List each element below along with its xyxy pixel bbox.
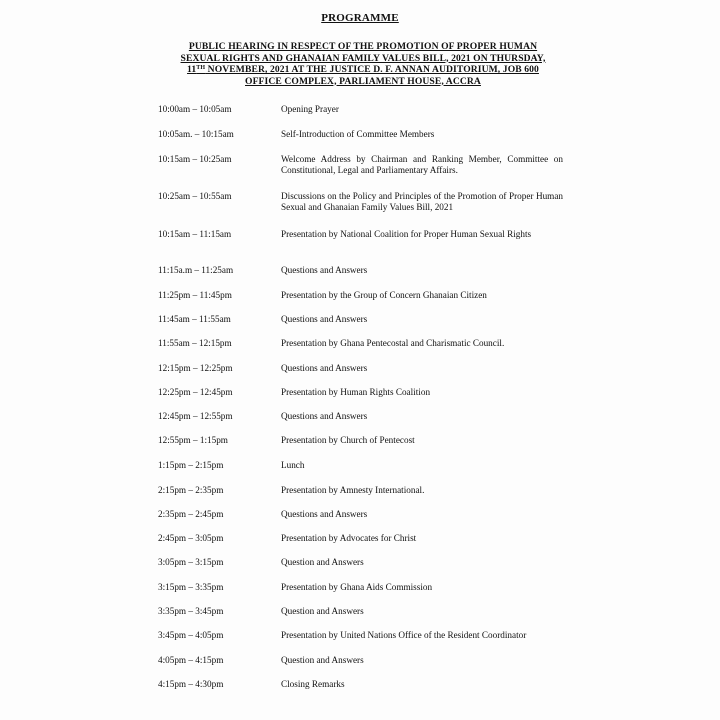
schedule-time: 3:15pm – 3:35pm (158, 582, 224, 592)
heading-line-1: PUBLIC HEARING IN RESPECT OF THE PROMOTION OF PROPER HUMAN (188, 41, 538, 52)
schedule-item: Presentation by Ghana Aids Commission (281, 582, 433, 592)
schedule-time: 11:45am – 11:55am (158, 314, 231, 324)
schedule-item: Closing Remarks (281, 679, 345, 689)
schedule-item: Presentation by Church of Pentecost (281, 435, 415, 445)
schedule-time: 12:15pm – 12:25pm (158, 363, 233, 373)
schedule-item: Questions and Answers (281, 363, 368, 373)
schedule-item: Question and Answers (281, 557, 364, 567)
schedule-item: Presentation by Advocates for Christ (281, 533, 417, 543)
schedule-time: 4:15pm – 4:30pm (158, 679, 224, 689)
schedule-item: Question and Answers (281, 655, 364, 665)
schedule-item: Lunch (281, 460, 305, 470)
schedule-time: 3:05pm – 3:15pm (158, 557, 224, 567)
schedule-item: Presentation by National Coalition for Proper Human Sexual Rights (281, 229, 532, 239)
schedule-item: Presentation by Amnesty International. (281, 485, 425, 495)
schedule-item: Questions and Answers (281, 509, 368, 519)
heading-line-3-rest: NOVEMBER, 2021 AT THE JUSTICE D. F. ANNAN AUDITORIUM, JOB 600 (205, 64, 539, 75)
schedule-time: 10:00am – 10:05am (158, 104, 232, 114)
page-title: PROGRAMME (321, 12, 399, 24)
schedule-time: 11:15a.m – 11:25am (158, 265, 234, 275)
event-heading (150, 41, 576, 87)
schedule-time: 2:45pm – 3:05pm (158, 533, 224, 543)
schedule-item: Welcome Address by Chairman and Ranking Member, Committee on Constitutional, Legal and Parliamentary Affairs. (281, 154, 563, 176)
heading-day-suffix: TH (196, 65, 206, 71)
schedule-item: Presentation by Ghana Pentecostal and Charismatic Council. (281, 338, 505, 348)
schedule-time: 4:05pm – 4:15pm (158, 655, 224, 665)
schedule-item: Opening Prayer (281, 104, 339, 114)
schedule-time: 12:45pm – 12:55pm (158, 411, 233, 421)
schedule-item: Presentation by United Nations Office of the Resident Coordinator (281, 630, 527, 640)
schedule-time: 10:05am. – 10:15am (158, 129, 234, 139)
schedule-item: Questions and Answers (281, 314, 368, 324)
schedule-item: Questions and Answers (281, 265, 368, 275)
schedule-time: 12:25pm – 12:45pm (158, 387, 233, 397)
schedule-item: Self-Introduction of Committee Members (281, 129, 435, 139)
schedule-time: 2:35pm – 2:45pm (158, 509, 224, 519)
heading-line-3 (150, 64, 576, 76)
schedule-time: 11:55am – 12:15pm (158, 338, 232, 348)
schedule-time: 1:15pm – 2:15pm (158, 460, 224, 470)
schedule-time: 2:15pm – 2:35pm (158, 485, 224, 495)
schedule-time: 10:15am – 10:25am (158, 154, 232, 164)
schedule-item: Discussions on the Policy and Principles of the Promotion of Proper Human Sexual and Ghanaian Family Values Bill, 2021 (281, 191, 563, 213)
schedule-time: 12:55pm – 1:15pm (158, 435, 228, 445)
heading-line-4: OFFICE COMPLEX, PARLIAMENT HOUSE, ACCRA (245, 75, 481, 87)
schedule-time: 3:35pm – 3:45pm (158, 606, 224, 616)
heading-line-2: SEXUAL RIGHTS AND GHANAIAN FAMILY VALUES BILL, 2021 ON THURSDAY, (180, 52, 546, 64)
schedule-item: Questions and Answers (281, 411, 368, 421)
schedule-item: Presentation by the Group of Concern Ghanaian Citizen (281, 290, 487, 300)
schedule-time: 10:25am – 10:55am (158, 191, 232, 201)
schedule-item: Presentation by Human Rights Coalition (281, 387, 431, 397)
schedule-time: 10:15am – 11:15am (158, 229, 232, 239)
schedule-item: Question and Answers (281, 606, 364, 616)
schedule-time: 3:45pm – 4:05pm (158, 630, 224, 640)
schedule-time: 11:25pm – 11:45pm (158, 290, 232, 300)
heading-day: 11 (187, 64, 197, 75)
